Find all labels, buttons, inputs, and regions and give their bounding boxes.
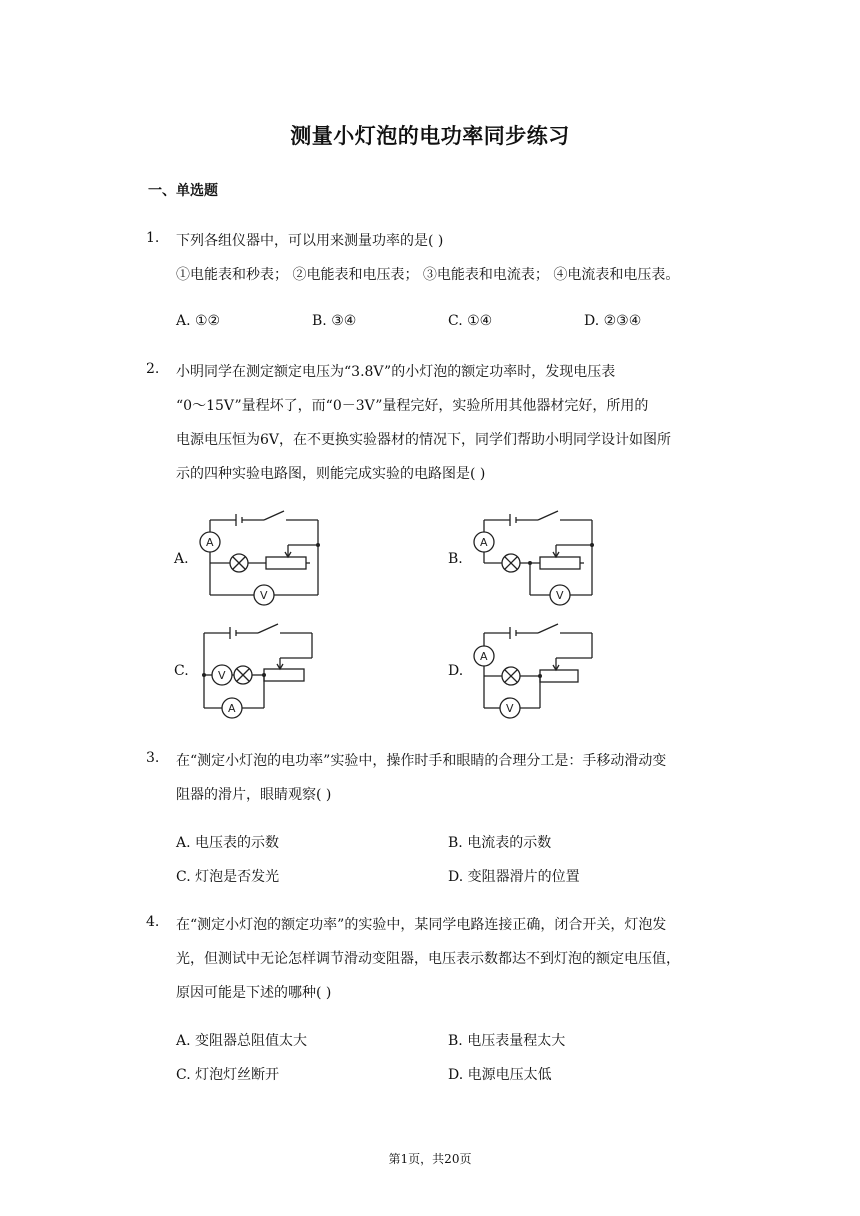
option-d: D. ②③④: [584, 313, 642, 329]
question-number: 4.: [146, 914, 160, 930]
question-line: 示的四种实验电路图，则能完成实验的电路图是( ): [176, 466, 486, 482]
option-d: D.: [448, 663, 464, 679]
option-b: B.: [448, 551, 463, 567]
question-line: 电源电压恒为6V，在不更换实验器材的情况下，同学们帮助小明同学设计如图所: [176, 432, 672, 448]
circuit-diagram-c: [196, 618, 326, 723]
option-d: D. 变阻器滑片的位置: [448, 869, 580, 885]
question-number: 2.: [146, 361, 160, 377]
question-number: 3.: [146, 750, 160, 766]
circuit-diagram-a: [196, 505, 326, 610]
option-b: B. ③④: [312, 313, 357, 329]
option-b: B. 电压表量程太大: [448, 1033, 566, 1049]
question-line: “0～15V”量程坏了，而“0－3V”量程完好，实验所用其他器材完好，所用的: [176, 398, 649, 414]
question-number: 1.: [146, 230, 160, 246]
section-heading: 一、单选题: [148, 183, 218, 199]
question-stem: 下列各组仪器中，可以用来测量功率的是( ): [176, 233, 444, 249]
voltmeter-label: V: [218, 669, 226, 682]
option-a: A.: [174, 551, 189, 567]
ammeter-label: A: [480, 650, 488, 663]
option-c: C. 灯泡是否发光: [176, 869, 280, 885]
option-a: A. 电压表的示数: [176, 835, 280, 851]
page-footer: 第1页，共20页: [388, 1152, 472, 1166]
question-line: 阻器的滑片，眼睛观察( ): [176, 787, 332, 803]
ammeter-label: A: [206, 536, 214, 549]
ammeter-label: A: [228, 702, 236, 715]
option-c: C. ①④: [448, 313, 493, 329]
option-a: A. ①②: [176, 313, 221, 329]
option-c: C.: [174, 663, 189, 679]
voltmeter-label: V: [506, 702, 514, 715]
question-line: 原因可能是下述的哪种( ): [176, 985, 332, 1001]
question-line: 在“测定小灯泡的电功率”实验中，操作时手和眼睛的合理分工是：手移动滑动变: [176, 753, 667, 769]
option-c: C. 灯泡灯丝断开: [176, 1067, 280, 1083]
question-line: 小明同学在测定额定电压为“3.8V”的小灯泡的额定功率时，发现电压表: [176, 364, 616, 380]
voltmeter-label: V: [556, 589, 564, 602]
circuit-diagram-d: [470, 618, 600, 723]
ammeter-label: A: [480, 536, 488, 549]
question-line: 在“测定小灯泡的额定功率”的实验中，某同学电路连接正确，闭合开关，灯泡发: [176, 917, 667, 933]
question-line: 光，但测试中无论怎样调节滑动变阻器，电压表示数都达不到灯泡的额定电压值，: [176, 951, 680, 967]
option-b: B. 电流表的示数: [448, 835, 552, 851]
voltmeter-label: V: [260, 589, 268, 602]
option-d: D. 电源电压太低: [448, 1067, 552, 1083]
page-title: 测量小灯泡的电功率同步练习: [290, 124, 570, 148]
question-items: ①电能表和秒表； ②电能表和电压表； ③电能表和电流表； ④电流表和电压表。: [176, 267, 680, 283]
option-a: A. 变阻器总阻值太大: [176, 1033, 308, 1049]
circuit-diagram-b: [470, 505, 600, 610]
